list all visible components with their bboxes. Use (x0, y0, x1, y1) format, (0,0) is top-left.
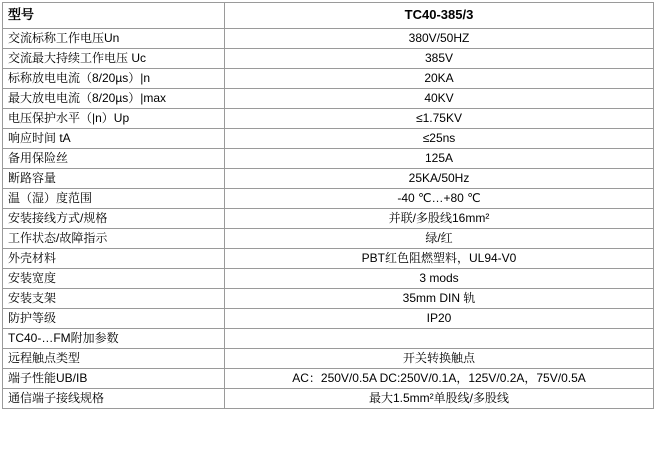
row-value-cell: 25KA/50Hz (225, 169, 654, 189)
row-value-cell: 绿/红 (225, 229, 654, 249)
row-label-cell: 交流标称工作电压Un (3, 29, 225, 49)
table-row (3, 129, 654, 149)
row-label-cell: 标称放电电流（8/20µs）|n (3, 69, 225, 89)
row-label-cell: 工作状态/故障指示 (3, 229, 225, 249)
table-row (3, 389, 654, 409)
row-value-cell: 最大1.5mm²单股线/多股线 (225, 389, 654, 409)
header-label-cell: 型号 (3, 3, 225, 29)
row-label-cell: 交流最大持续工作电压 Uc (3, 49, 225, 69)
row-value-cell: 40KV (225, 89, 654, 109)
table-row (3, 149, 654, 169)
row-label-cell: 外壳材料 (3, 249, 225, 269)
row-label-cell: 响应时间 tA (3, 129, 225, 149)
table-body (3, 3, 654, 409)
row-value-cell: 3 mods (225, 269, 654, 289)
table-row (3, 369, 654, 389)
specification-table (2, 2, 654, 409)
table-row (3, 69, 654, 89)
row-label-cell: TC40-…FM附加参数 (3, 329, 225, 349)
row-label-cell: 端子性能UB/IB (3, 369, 225, 389)
row-label-cell: 备用保险丝 (3, 149, 225, 169)
row-value-cell: AC：250V/0.5A DC:250V/0.1A，125V/0.2A，75V/0.5A (225, 369, 654, 389)
row-value-cell: ≤1.75KV (225, 109, 654, 129)
table-row (3, 329, 654, 349)
table-row (3, 189, 654, 209)
table-row (3, 169, 654, 189)
row-value-cell: 并联/多股线16mm² (225, 209, 654, 229)
row-value-cell: PBT红色阻燃塑料，UL94-V0 (225, 249, 654, 269)
row-value-cell: IP20 (225, 309, 654, 329)
row-label-cell: 最大放电电流（8/20µs）|max (3, 89, 225, 109)
row-label-cell: 电压保护水平（|n）Up (3, 109, 225, 129)
row-label-cell: 通信端子接线规格 (3, 389, 225, 409)
table-row (3, 49, 654, 69)
row-label-cell: 远程触点类型 (3, 349, 225, 369)
row-label-cell: 断路容量 (3, 169, 225, 189)
table-row (3, 249, 654, 269)
row-label-cell: 安装宽度 (3, 269, 225, 289)
table-row (3, 109, 654, 129)
table-row (3, 309, 654, 329)
table-row (3, 89, 654, 109)
table-row (3, 29, 654, 49)
row-value-cell: 35mm DIN 轨 (225, 289, 654, 309)
row-value-cell: -40 ℃…+80 ℃ (225, 189, 654, 209)
row-value-cell: ≤25ns (225, 129, 654, 149)
row-label-cell: 安装支架 (3, 289, 225, 309)
row-label-cell: 安装接线方式/规格 (3, 209, 225, 229)
table-row (3, 229, 654, 249)
row-value-cell: 20KA (225, 69, 654, 89)
table-row (3, 289, 654, 309)
table-row (3, 209, 654, 229)
row-value-cell: 125A (225, 149, 654, 169)
table-header-row (3, 3, 654, 29)
header-value-cell: TC40-385/3 (225, 3, 654, 29)
row-label-cell: 防护等级 (3, 309, 225, 329)
row-value-cell: 380V/50HZ (225, 29, 654, 49)
row-value-cell: 开关转换触点 (225, 349, 654, 369)
row-label-cell: 温（湿）度范围 (3, 189, 225, 209)
row-value-cell (225, 329, 654, 349)
table-row (3, 269, 654, 289)
row-value-cell: 385V (225, 49, 654, 69)
table-row (3, 349, 654, 369)
